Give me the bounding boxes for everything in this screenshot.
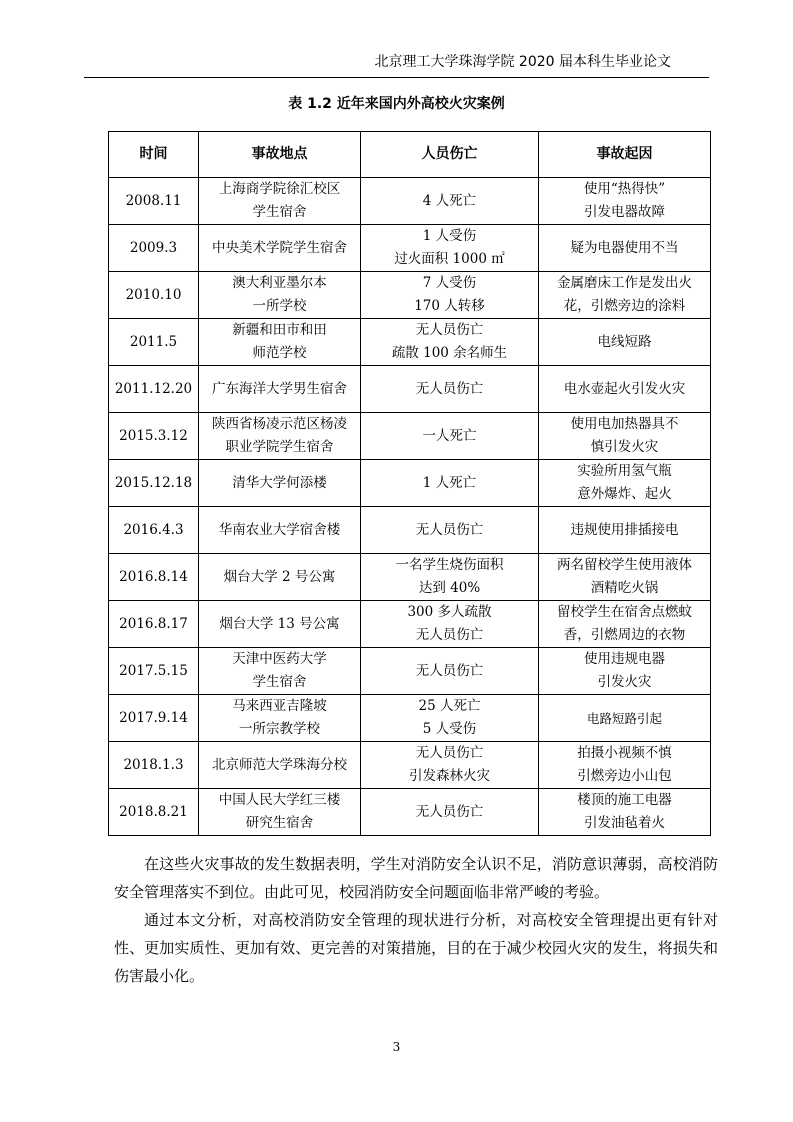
body-paragraph-2: 通过本文分析，对高校消防安全管理的现状进行分析，对高校安全管理提出更有针对性、更加实质性、更加有效、更完善的对策措施，目的在于减少校园火灾的发生，将损失和伤害最小化。 <box>114 911 718 985</box>
cell-cause <box>539 648 711 695</box>
cell-location <box>199 601 361 648</box>
cell-casualties-line: 无人员伤亡 <box>415 627 484 643</box>
cell-cause-line: 花，引燃旁边的涂料 <box>563 298 686 314</box>
cell-casualties-line: 170 人转移 <box>414 298 485 314</box>
cell-cause <box>539 225 711 272</box>
cell-cause <box>539 554 711 601</box>
cell-cause-line: 金属磨床工作是发出火 <box>557 275 692 291</box>
table-row <box>109 413 711 460</box>
body-paragraph-1: 在这些火灾事故的发生数据表明，学生对消防安全认识不足，消防意识薄弱，高校消防安全管理落实不到位。由此可见，校园消防安全问题面临非常严峻的考验。 <box>114 855 718 901</box>
cell-cause <box>539 413 711 460</box>
cell-cause <box>539 178 711 225</box>
cell-cause <box>539 789 711 836</box>
cell-location-line: 烟台大学 13 号公寓 <box>219 615 340 632</box>
column-header-cause: 事故起因 <box>539 132 711 178</box>
cell-casualties-line: 无人员伤亡 <box>415 803 484 820</box>
cell-casualties-line: 300 多人疏散 <box>407 604 492 620</box>
cell-location-line: 一所宗教学校 <box>239 721 320 737</box>
cell-cause-line: 疑为电器使用不当 <box>570 239 679 256</box>
cell-casualties-line: 无人员伤亡 <box>415 380 484 397</box>
table-row <box>109 648 711 695</box>
cell-cause-line: 引发电器故障 <box>584 204 665 220</box>
page-header <box>84 52 709 78</box>
cell-location <box>199 272 361 319</box>
cell-casualties-line: 1 人受伤 <box>422 228 477 244</box>
table-row <box>109 554 711 601</box>
cell-cause-line: 酒精吃火锅 <box>590 580 659 596</box>
header-title: 北京理工大学珠海学院 2020 届本科生毕业论文 <box>374 54 671 70</box>
cell-cause-line: 电路短路引起 <box>586 710 662 726</box>
cell-time: 2016.4.3 <box>109 507 199 554</box>
cell-casualties <box>361 272 539 319</box>
cell-cause <box>539 601 711 648</box>
cell-casualties-line: 过火面积 1000 ㎡ <box>394 251 505 267</box>
cell-casualties-line: 25 人死亡 <box>418 698 481 714</box>
cell-location <box>199 460 361 507</box>
cell-location <box>199 695 361 742</box>
cell-time: 2011.12.20 <box>109 366 199 413</box>
cell-casualties-line: 无人员伤亡 <box>415 662 484 679</box>
cell-casualties-line: 一名学生烧伤面积 <box>395 557 504 573</box>
cell-casualties <box>361 648 539 695</box>
cell-cause-line: 两名留校学生使用液体 <box>557 557 692 573</box>
cell-cause-line: 使用“热得快” <box>583 181 666 197</box>
cell-location-line: 职业学院学生宿舍 <box>225 439 334 455</box>
cell-location <box>199 507 361 554</box>
cell-casualties-line: 无人员伤亡 <box>415 322 484 338</box>
table-row <box>109 507 711 554</box>
cell-cause-line: 电水壶起火引发火灾 <box>563 380 686 397</box>
cell-cause-line: 引燃旁边小山包 <box>577 768 672 784</box>
table-caption: 表 1.2 近年来国内外高校火灾案例 <box>288 96 505 112</box>
cell-cause-line: 电线短路 <box>597 333 652 350</box>
cell-cause-line: 留校学生在宿舍点燃蚊 <box>557 604 692 620</box>
cell-cause-line: 实验所用氢气瓶 <box>577 463 672 479</box>
cell-location-line: 北京师范大学珠海分校 <box>212 756 347 773</box>
cell-casualties <box>361 460 539 507</box>
cell-casualties-line: 一人死亡 <box>422 427 477 444</box>
cell-time: 2016.8.14 <box>109 554 199 601</box>
cell-casualties-line: 1 人死亡 <box>422 474 477 491</box>
table-row <box>109 178 711 225</box>
table-row <box>109 789 711 836</box>
cell-casualties-line: 达到 40% <box>418 580 481 596</box>
cell-time: 2018.8.21 <box>109 789 199 836</box>
cell-casualties <box>361 507 539 554</box>
cell-location <box>199 789 361 836</box>
cell-location-line: 学生宿舍 <box>252 674 307 690</box>
table-row <box>109 225 711 272</box>
cell-time: 2008.11 <box>109 178 199 225</box>
cell-location-line: 马来西亚吉隆坡 <box>232 698 327 714</box>
cell-location-line: 清华大学何添楼 <box>232 474 327 491</box>
cell-casualties <box>361 178 539 225</box>
cell-time: 2017.5.15 <box>109 648 199 695</box>
cell-cause-line: 引发火灾 <box>597 674 652 690</box>
cell-time: 2016.8.17 <box>109 601 199 648</box>
cell-location-line: 陕西省杨凌示范区杨凌 <box>212 416 347 432</box>
cell-casualties-line: 引发森林火灾 <box>409 768 490 784</box>
cell-location <box>199 554 361 601</box>
cell-time: 2015.12.18 <box>109 460 199 507</box>
cell-time: 2018.1.3 <box>109 742 199 789</box>
cell-casualties <box>361 225 539 272</box>
cell-casualties-line: 无人员伤亡 <box>415 745 484 761</box>
cell-casualties <box>361 366 539 413</box>
cell-location-line: 烟台大学 2 号公寓 <box>223 568 336 585</box>
cell-location <box>199 366 361 413</box>
cell-cause <box>539 319 711 366</box>
cell-location <box>199 742 361 789</box>
cell-casualties-line: 5 人受伤 <box>422 721 477 737</box>
cell-casualties <box>361 742 539 789</box>
page-number: 3 <box>392 1040 401 1054</box>
column-header-time: 时间 <box>109 132 199 178</box>
table-row <box>109 272 711 319</box>
cell-location-line: 华南农业大学宿舍楼 <box>218 521 341 538</box>
cell-cause <box>539 366 711 413</box>
column-header-casualties: 人员伤亡 <box>361 132 539 178</box>
cell-casualties <box>361 695 539 742</box>
cell-location <box>199 413 361 460</box>
cell-casualties <box>361 554 539 601</box>
table-row <box>109 460 711 507</box>
cell-casualties <box>361 601 539 648</box>
cell-cause <box>539 695 711 742</box>
cell-cause-line: 引发油毡着火 <box>584 815 665 831</box>
cell-location <box>199 319 361 366</box>
cell-location-line: 广东海洋大学男生宿舍 <box>212 380 347 397</box>
cell-cause-line: 楼顶的施工电器 <box>577 792 672 808</box>
cell-location <box>199 648 361 695</box>
cell-cause-line: 违规使用排插接电 <box>570 521 679 538</box>
cell-location-line: 研究生宿舍 <box>245 815 314 831</box>
cell-cause-line: 使用电加热器具不 <box>570 416 679 432</box>
column-header-location: 事故地点 <box>199 132 361 178</box>
table-row <box>109 601 711 648</box>
cell-casualties <box>361 413 539 460</box>
table-body <box>109 178 711 836</box>
cell-location-line: 新疆和田市和田 <box>232 322 327 338</box>
table-header-row <box>109 132 711 178</box>
cell-cause-line: 使用违规电器 <box>584 651 665 667</box>
cell-location-line: 澳大利亚墨尔本 <box>232 275 327 291</box>
cell-cause <box>539 507 711 554</box>
cell-cause <box>539 272 711 319</box>
cell-time: 2017.9.14 <box>109 695 199 742</box>
cell-location <box>199 178 361 225</box>
cell-casualties-line: 疏散 100 余名师生 <box>391 345 508 361</box>
cell-casualties <box>361 319 539 366</box>
table-row <box>109 742 711 789</box>
cell-location-line: 学生宿舍 <box>252 204 307 220</box>
cell-cause <box>539 460 711 507</box>
cell-time: 2009.3 <box>109 225 199 272</box>
cell-casualties-line: 无人员伤亡 <box>415 521 484 538</box>
cell-location-line: 天津中医药大学 <box>232 651 327 667</box>
cell-location-line: 师范学校 <box>252 345 307 361</box>
cell-time: 2011.5 <box>109 319 199 366</box>
cell-time: 2010.10 <box>109 272 199 319</box>
cell-location-line: 一所学校 <box>252 298 307 314</box>
cell-cause-line: 香，引燃周边的衣物 <box>563 627 686 643</box>
table-row <box>109 366 711 413</box>
cell-location-line: 上海商学院徐汇校区 <box>218 181 341 197</box>
cell-cause-line: 意外爆炸、起火 <box>577 486 672 502</box>
fire-cases-table <box>108 131 711 836</box>
table-row <box>109 319 711 366</box>
cell-casualties <box>361 789 539 836</box>
cell-cause-line: 拍摄小视频不慎 <box>577 745 672 761</box>
cell-casualties-line: 4 人死亡 <box>422 192 477 209</box>
cell-location-line: 中央美术学院学生宿舍 <box>212 239 347 256</box>
cell-cause-line: 慎引发火灾 <box>590 439 659 455</box>
cell-casualties-line: 7 人受伤 <box>422 275 477 291</box>
cell-location-line: 中国人民大学红三楼 <box>218 792 341 808</box>
cell-cause <box>539 742 711 789</box>
cell-time: 2015.3.12 <box>109 413 199 460</box>
table-row <box>109 695 711 742</box>
cell-location <box>199 225 361 272</box>
